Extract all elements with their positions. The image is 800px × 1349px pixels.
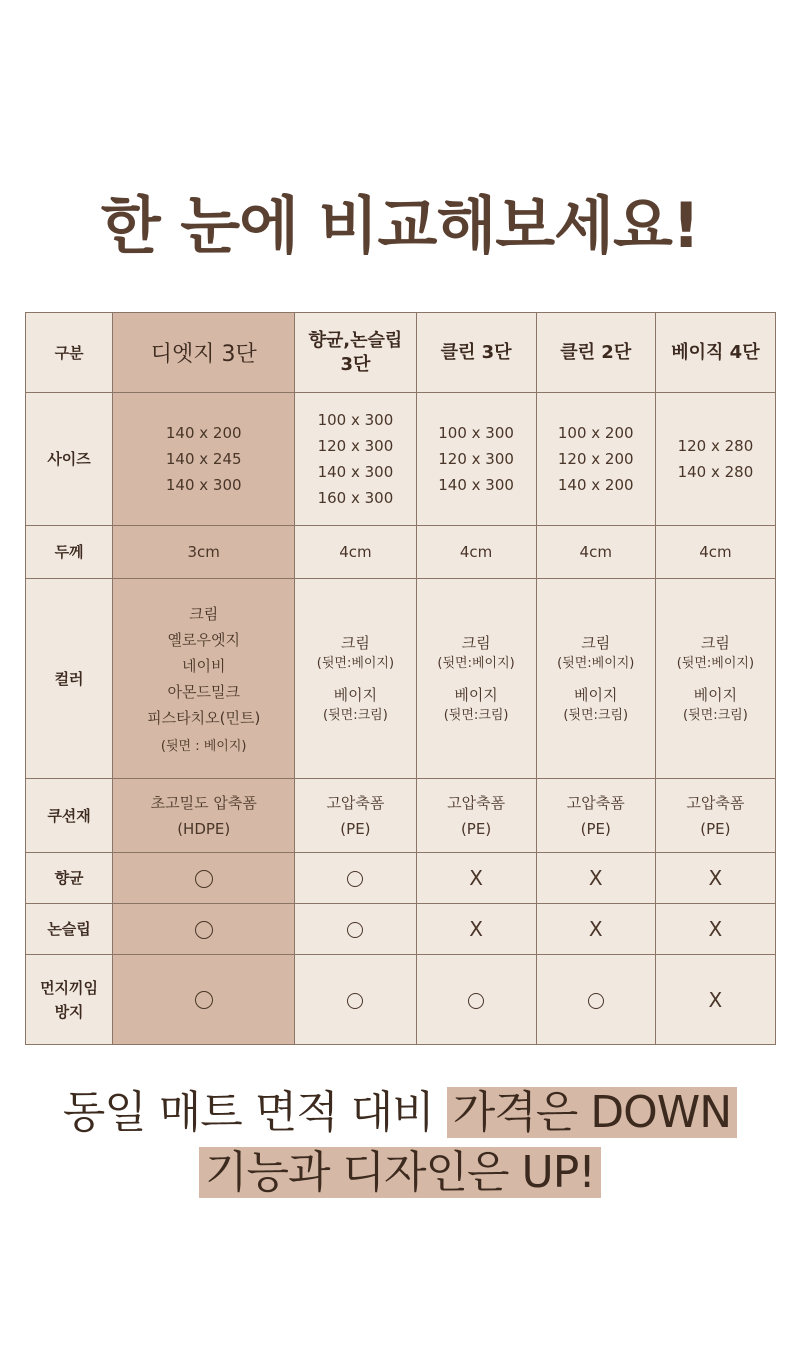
yes-mark (468, 993, 484, 1009)
header-antibac-nonslip-3: 향균,논슬립 3단 (295, 313, 416, 393)
cushion-cell: 고압축폼 (PE) (655, 779, 775, 853)
antibac-cell (295, 853, 416, 904)
dust-cell (113, 955, 295, 1045)
yes-mark (347, 871, 363, 887)
cushion-cell: 고압축폼 (PE) (416, 779, 536, 853)
bottom-line-1-plain: 동일 매트 면적 대비 (62, 1087, 447, 1138)
bottom-line-1 (0, 1086, 800, 1140)
color-label: 컬러 (26, 579, 113, 779)
cushion-cell: 고압축폼 (PE) (295, 779, 416, 853)
color-cell: 크림 옐로우엣지 네이비 아몬드밀크 피스타치오(민트) (뒷면 : 베이지) (113, 579, 295, 779)
color-cell: 크림 (뒷면:베이지) 베이지 (뒷면:크림) (655, 579, 775, 779)
size-cell: 140 x 200 140 x 245 140 x 300 (113, 393, 295, 526)
header-diedge-3: 디엣지 3단 (113, 313, 295, 393)
no-mark: X (708, 987, 723, 1012)
size-row (26, 393, 776, 526)
cushion-label: 쿠션재 (26, 779, 113, 853)
thickness-cell: 4cm (416, 526, 536, 579)
nonslip-row (26, 904, 776, 955)
page-title: 한 눈에 비교해보세요! (100, 189, 700, 262)
header-clean-2: 클린 2단 (536, 313, 655, 393)
dust-label: 먼지끼임 방지 (26, 955, 113, 1045)
antibac-cell (416, 853, 536, 904)
size-label: 사이즈 (26, 393, 113, 526)
antibac-label: 향균 (26, 853, 113, 904)
nonslip-label: 논슬립 (26, 904, 113, 955)
nonslip-cell (416, 904, 536, 955)
yes-mark (588, 993, 604, 1009)
no-mark: X (469, 917, 483, 941)
antibac-cell (536, 853, 655, 904)
header-basic-4: 베이직 4단 (655, 313, 775, 393)
color-row (26, 579, 776, 779)
color-cell: 크림 (뒷면:베이지) 베이지 (뒷면:크림) (416, 579, 536, 779)
size-cell: 100 x 300 120 x 300 140 x 300 (416, 393, 536, 526)
no-mark: X (708, 917, 723, 941)
yes-mark (195, 921, 213, 939)
color-cell: 크림 (뒷면:베이지) 베이지 (뒷면:크림) (536, 579, 655, 779)
thickness-label: 두께 (26, 526, 113, 579)
thickness-cell: 4cm (295, 526, 416, 579)
no-mark: X (469, 866, 483, 890)
dust-cell (655, 955, 775, 1045)
comparison-table (25, 312, 776, 1045)
size-cell: 100 x 200 120 x 200 140 x 200 (536, 393, 655, 526)
cushion-cell: 초고밀도 압축폼 (HDPE) (113, 779, 295, 853)
header-clean-3: 클린 3단 (416, 313, 536, 393)
nonslip-cell (295, 904, 416, 955)
antibac-cell (113, 853, 295, 904)
yes-mark (195, 870, 213, 888)
dust-cell (416, 955, 536, 1045)
color-cell: 크림 (뒷면:베이지) 베이지 (뒷면:크림) (295, 579, 416, 779)
yes-mark (347, 993, 363, 1009)
dust-cell (536, 955, 655, 1045)
size-cell: 100 x 300 120 x 300 140 x 300 160 x 300 (295, 393, 416, 526)
yes-mark (347, 922, 363, 938)
antibac-cell (655, 853, 775, 904)
thickness-row (26, 526, 776, 579)
cushion-row (26, 779, 776, 853)
thickness-cell: 4cm (655, 526, 775, 579)
yes-mark (195, 991, 213, 1009)
nonslip-cell (655, 904, 775, 955)
cushion-cell: 고압축폼 (PE) (536, 779, 655, 853)
antibac-row (26, 853, 776, 904)
dust-cell (295, 955, 416, 1045)
bottom-line-2 (0, 1146, 800, 1200)
no-mark: X (588, 866, 603, 890)
bottom-line-1-highlight: 가격은 DOWN (447, 1087, 737, 1138)
size-cell: 120 x 280 140 x 280 (655, 393, 775, 526)
nonslip-cell (536, 904, 655, 955)
thickness-cell: 4cm (536, 526, 655, 579)
thickness-cell: 3cm (113, 526, 295, 579)
no-mark: X (588, 917, 603, 941)
no-mark: X (708, 866, 723, 890)
nonslip-cell (113, 904, 295, 955)
header-row (26, 313, 776, 393)
dust-row (26, 955, 776, 1045)
header-category: 구분 (26, 313, 113, 393)
bottom-line-2-highlight: 기능과 디자인은 UP! (199, 1147, 601, 1198)
